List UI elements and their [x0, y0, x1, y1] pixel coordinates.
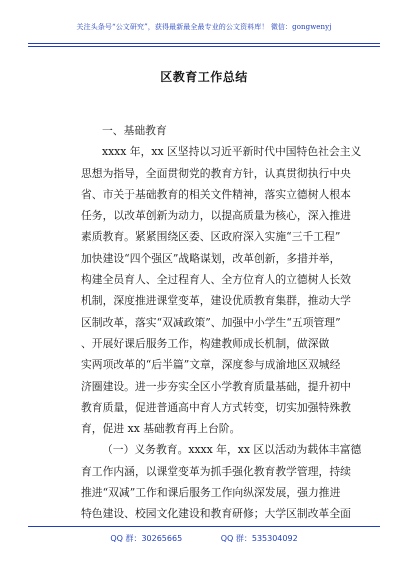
paragraph-line: 推进“双减”工作和课后服务工作向纵深发展，强力推进 — [81, 486, 341, 500]
paragraph-line: 育，促进 xx 基础教育再上台阶。 — [81, 422, 241, 436]
section-heading: 一、基础教育 — [102, 124, 167, 137]
paragraph-line: 加快建设“四个强区”战略谋划，改革创新，多措并举， — [81, 251, 341, 265]
paragraph-line: 任务，以改革创新为动力，以提高质量为核心，深入推进 — [81, 209, 351, 223]
paragraph-line: 特色建设、校园文化建设和教育研修；大学区制改革全面 — [81, 507, 351, 521]
footer-qq-group-1: QQ 群：30265665 — [110, 534, 183, 543]
paragraph-line: 机制，深度推进课堂变革，建设优质教育集群，推动大学 — [81, 294, 351, 308]
header-rule-thick — [28, 43, 380, 44]
paragraph-line: 育工作内涵，以课堂变革为抓手强化教育教学管理，持续 — [81, 464, 351, 478]
page-footer — [0, 533, 408, 544]
paragraph-line: xxxx 年，xx 区坚持以习近平新时代中国特色社会主义 — [102, 145, 362, 159]
paragraph-line: （一）义务教育。xxxx 年，xx 区以活动为载体丰富德 — [102, 443, 362, 457]
paragraph-line: 实两项改革的“后半篇”文章，深度参与成渝地区双城经 — [81, 358, 341, 372]
paragraph-line: 素质教育。紧紧围绕区委、区政府深入实施“三千工程” — [81, 230, 341, 244]
paragraph-line: 济圈建设。进一步夯实全区小学教育质量基础，提升初中 — [81, 379, 351, 393]
footer-qq-group-2: QQ 群：535304092 — [220, 534, 298, 543]
paragraph-line: 区制改革，落实“双减政策”、加强中小学生“五项管理” — [81, 315, 341, 329]
paragraph-line: 构建全员育人、全过程育人、全方位育人的立德树人长效 — [81, 273, 351, 287]
paragraph-line: 省、市关于基础教育的相关文件精神，落实立德树人根本 — [81, 187, 351, 201]
paragraph-line: 、开展好课后服务工作，构建教师成长机制，做深做 — [81, 336, 330, 350]
paragraph-line: 教育质量，促进普通高中育人方式转变，切实加强特殊教 — [81, 400, 351, 414]
header-rule-thin — [28, 46, 380, 47]
page-header: 关注头条号“公文研究”，获得最新最全最专业的公文资料库！ 微信：gongwenyj — [76, 23, 332, 31]
document-body — [81, 120, 362, 525]
document-title: 区教育工作总结 — [160, 70, 248, 84]
paragraph-line: 思想为指导，全面贯彻党的教育方针，认真贯彻执行中央 — [81, 166, 351, 180]
footer-rule — [28, 526, 380, 527]
